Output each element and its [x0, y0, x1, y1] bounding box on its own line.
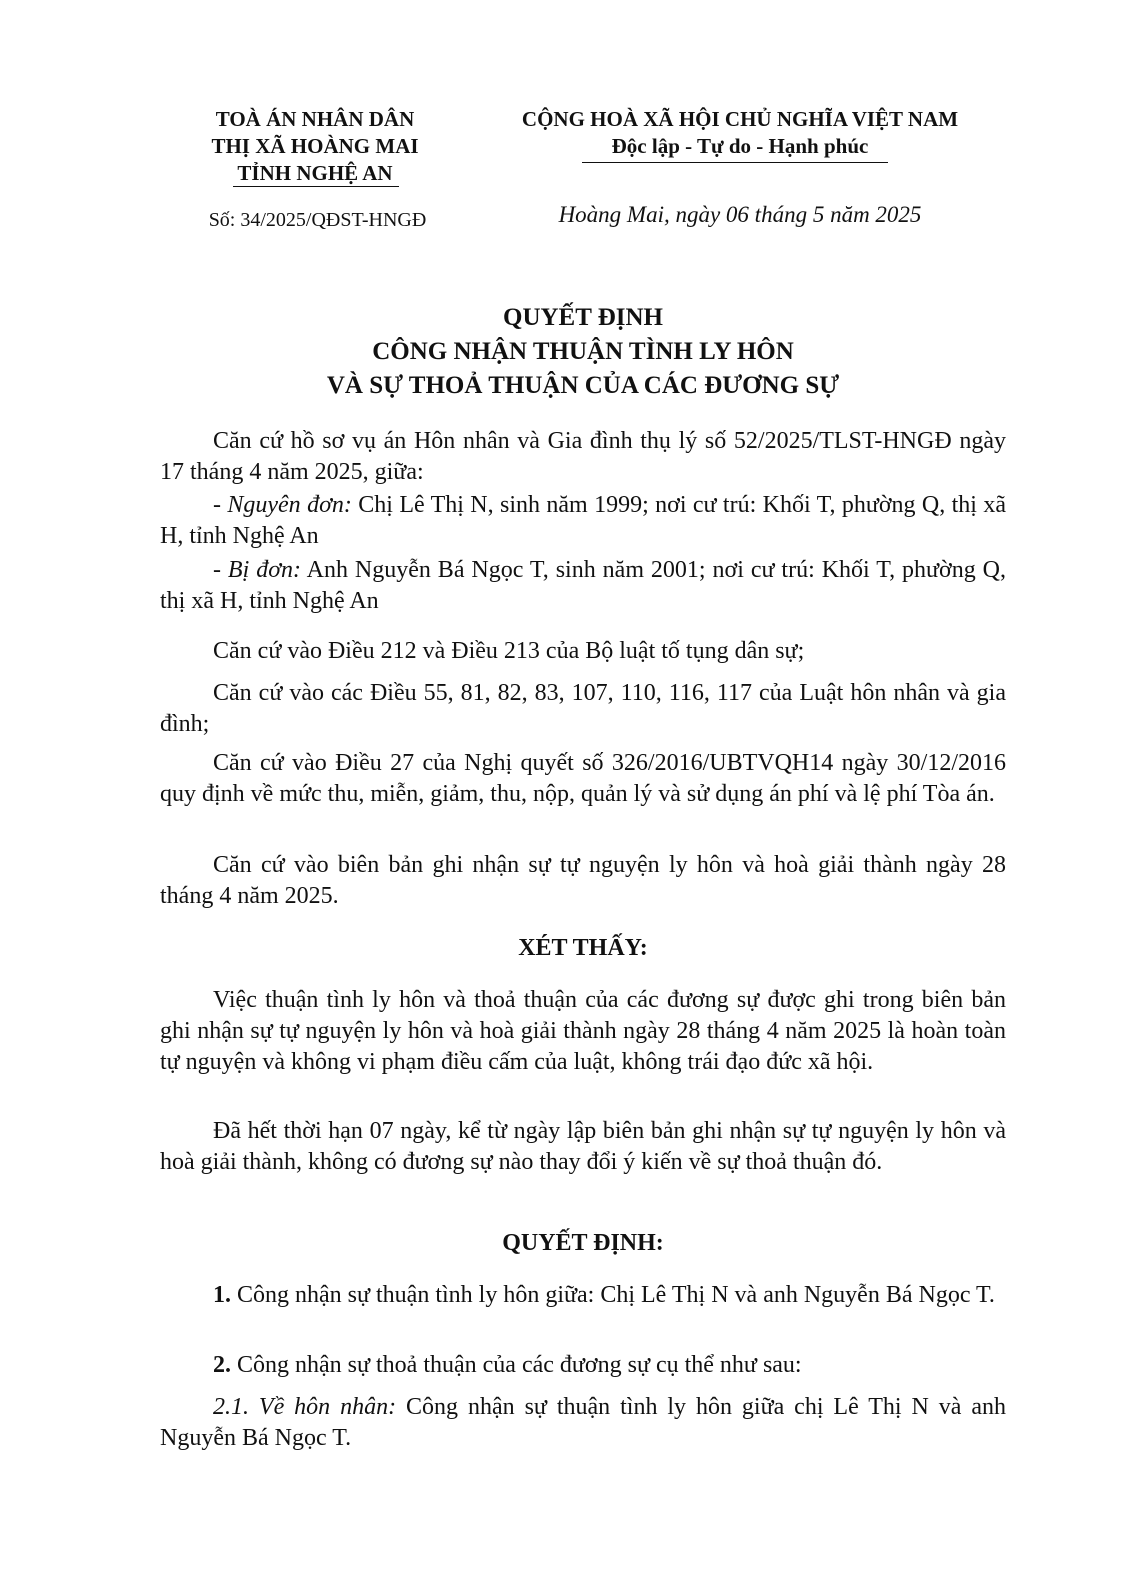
- court-line-2: THỊ XÃ HOÀNG MAI: [211, 134, 419, 158]
- item-2-text: Công nhận sự thoả thuận của các đương sự cụ thể như sau:: [231, 1352, 802, 1378]
- title-line-3: VÀ SỰ THOẢ THUẬN CỦA CÁC ĐƯƠNG SỰ: [326, 372, 840, 399]
- findings-paragraph-1: Việc thuận tình ly hôn và thoả thuận của các đương sự được ghi trong biên bản ghi nhận sự tự nguyện ly hôn và hoà giải thành ngày 28 tháng 4 năm 2025 là hoàn toàn tự nguyện và không vi phạm điều cấm của luật, không trái đạo đức xã hội.: [160, 987, 1006, 1075]
- title-line-1: QUYẾT ĐỊNH: [503, 304, 663, 331]
- basis-case-file: Căn cứ hồ sơ vụ án Hôn nhân và Gia đình thụ lý số 52/2025/TLST-HNGĐ ngày 17 tháng 4 năm 2025, giữa:: [160, 428, 1006, 485]
- national-motto: Độc lập - Tự do - Hạnh phúc: [611, 134, 869, 158]
- basis-reconciliation-record: Căn cứ vào biên bản ghi nhận sự tự nguyện ly hôn và hoà giải thành ngày 28 tháng 4 năm 2025.: [160, 852, 1006, 909]
- document-title: [160, 301, 1006, 403]
- document-number: Số: 34/2025/QĐST-HNGĐ: [208, 209, 427, 231]
- title-line-2: CÔNG NHẬN THUẬN TÌNH LY HÔN: [372, 338, 794, 365]
- court-line-3: TỈNH NGHỆ AN: [237, 161, 393, 185]
- item-1-number: 1.: [213, 1282, 231, 1308]
- place-and-date: Hoàng Mai, ngày 06 tháng 5 năm 2025: [558, 202, 922, 227]
- plaintiff-paragraph: [160, 490, 1006, 552]
- basis-court-fees: Căn cứ vào Điều 27 của Nghị quyết số 326/2016/UBTVQH14 ngày 30/12/2016 quy định về mức thu, miễn, giảm, thu, nộp, quản lý và sử dụng án phí và lệ phí Tòa án.: [160, 750, 1006, 807]
- basis-civil-procedure: Căn cứ vào Điều 212 và Điều 213 của Bộ luật tố tụng dân sự;: [213, 638, 805, 664]
- item-1-text: Công nhận sự thuận tình ly hôn giữa: Chị Lê Thị N và anh Nguyễn Bá Ngọc T.: [231, 1282, 995, 1308]
- decision-item-2-1: [160, 1392, 1006, 1454]
- item-2-1-text: Công nhận sự thuận tình ly hôn giữa chị Lê Thị N và anh Nguyễn Bá Ngọc T.: [160, 1394, 1006, 1451]
- national-title: CỘNG HOÀ XÃ HỘI CHỦ NGHĨA VIỆT NAM: [521, 107, 959, 131]
- court-line-1: TOÀ ÁN NHÂN DÂN: [215, 107, 415, 131]
- defendant-details: Anh Nguyễn Bá Ngọc T, sinh năm 2001; nơi cư trú: Khối T, phường Q, thị xã H, tỉnh Nghệ An: [160, 557, 1006, 614]
- decision-item-2: [160, 1350, 1006, 1381]
- court-underline: [233, 186, 399, 187]
- defendant-paragraph: [160, 555, 1006, 617]
- basis-family-law: Căn cứ vào các Điều 55, 81, 82, 83, 107, 110, 116, 117 của Luật hôn nhân và gia đình;: [160, 680, 1006, 737]
- item-2-number: 2.: [213, 1352, 231, 1378]
- decision-item-1: [160, 1280, 1006, 1311]
- findings-paragraph-2: Đã hết thời hạn 07 ngày, kể từ ngày lập biên bản ghi nhận sự tự nguyện ly hôn và hoà giải thành, không có đương sự nào thay đổi ý kiến về sự thoả thuận đó.: [160, 1118, 1006, 1175]
- findings-heading: XÉT THẤY:: [518, 935, 648, 961]
- defendant-label: - Bị đơn:: [213, 557, 301, 583]
- motto-underline: [582, 162, 888, 163]
- decision-heading: QUYẾT ĐỊNH:: [502, 1230, 664, 1256]
- court-name-block: [185, 106, 445, 187]
- item-2-1-label: 2.1. Về hôn nhân:: [213, 1394, 397, 1420]
- plaintiff-details: Chị Lê Thị N, sinh năm 1999; nơi cư trú: Khối T, phường Q, thị xã H, tỉnh Nghệ An: [160, 492, 1006, 549]
- plaintiff-label: - Nguyên đơn:: [213, 492, 352, 518]
